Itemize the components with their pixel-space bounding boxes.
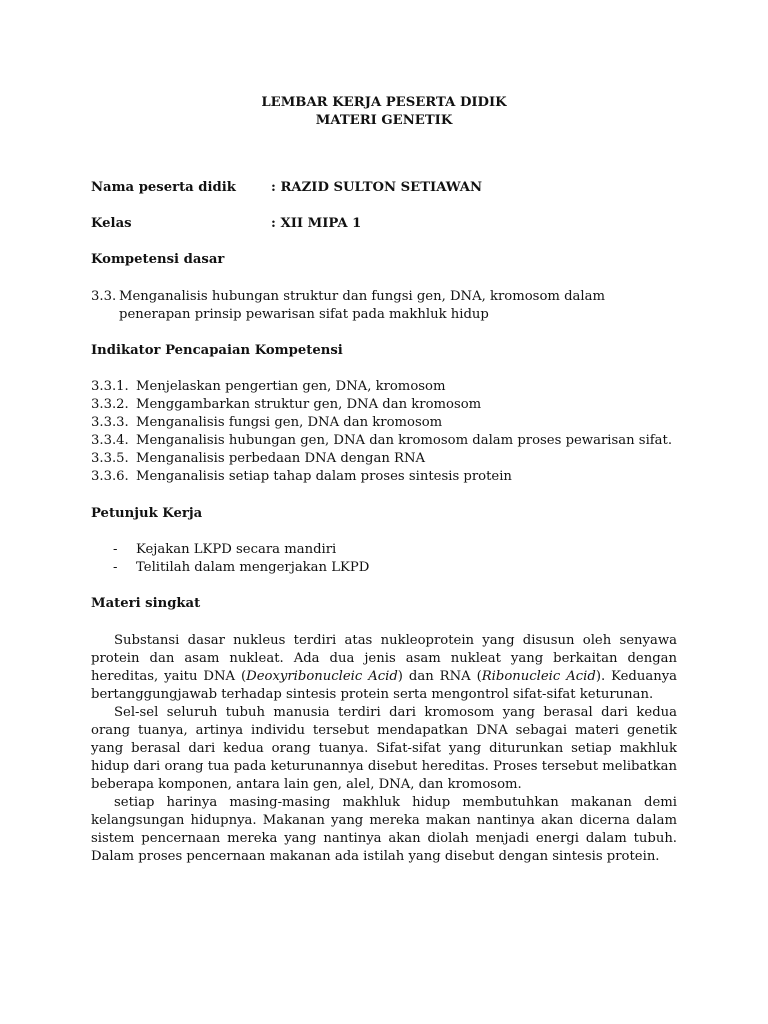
bullet-dash: - [113,560,118,575]
kompetensi-item-number: 3.3. [91,289,117,304]
kelas-value: : XII MIPA 1 [271,216,362,231]
indikator-item-number: 3.3.3. [91,415,129,430]
indikator-item-text: Menganalisis hubungan gen, DNA dan kromosom dalam proses pewarisan sifat. [136,433,673,448]
indikator-item-text: Menganalisis fungsi gen, DNA dan kromosom [136,415,443,430]
kelas-label: Kelas [91,216,132,231]
p1-text-b: ) dan RNA ( [397,669,482,684]
p1-text-c: ). Keduanya bertanggungjawab terhadap sintesis protein serta mengontrol sifat-sifat keturunan. [91,669,678,702]
title-line-1: LEMBAR KERJA PESERTA DIDIK [261,95,507,110]
indikator-item-text: Menganalisis setiap tahap dalam proses sintesis protein [136,469,512,484]
materi-paragraph-3: setiap harinya masing-masing makhluk hidup membutuhkan makanan demi kelangsungan hidupnya. Makanan yang mereka makan nantinya akan dicerna dalam sistem pencernaan mereka yang nantinya akan diolah menjadi energi dalam tubuh. Dalam proses pencernaan makanan ada istilah yang disebut dengan sintesis protein. [91,795,677,864]
indikator-item [91,432,677,450]
title-line-2: MATERI GENETIK [315,113,453,128]
kompetensi-heading: Kompetensi dasar [91,252,225,267]
petunjuk-heading: Petunjuk Kerja [91,506,203,521]
petunjuk-item-text: Telitilah dalam mengerjakan LKPD [136,560,370,575]
nama-label: Nama peserta didik [91,180,236,195]
bullet-dash: - [113,542,118,557]
indikator-item-number: 3.3.4. [91,433,129,448]
petunjuk-item [91,559,677,577]
materi-paragraph-2: Sel-sel seluruh tubuh manusia terdiri dari kromosom yang berasal dari kedua orang tuanya, artinya individu tersebut mendapatkan DNA sebagai materi genetik yang berasal dari kedua orang tuanya. Sifat-sifat yang diturunkan setiap makhluk hidup dari orang tua pada keturunannya disebut hereditas. Proses tersebut melibatkan beberapa komponen, antara lain gen, alel, DNA, dan kromosom. [91,705,677,792]
indikator-heading: Indikator Pencapaian Kompetensi [91,343,343,358]
indikator-item [91,414,677,432]
materi-paragraph-1 [91,632,677,704]
indikator-item-text: Menggambarkan struktur gen, DNA dan kromosom [136,397,482,412]
indikator-item [91,450,677,468]
indikator-item-text: Menganalisis perbedaan DNA dengan RNA [136,451,426,466]
materi-heading: Materi singkat [91,596,201,611]
indikator-item [91,468,677,486]
p1-italic-dna: Deoxyribonucleic Acid [246,669,398,684]
kompetensi-item [91,288,677,324]
indikator-item [91,396,677,414]
kelas-field [91,215,677,233]
nama-field [91,179,677,197]
petunjuk-item-text: Kejakan LKPD secara mandiri [136,542,337,557]
nama-value: : RAZID SULTON SETIAWAN [271,180,483,195]
worksheet-content [91,94,677,866]
indikator-item-number: 3.3.1. [91,379,129,394]
indikator-item-number: 3.3.2. [91,397,129,412]
kompetensi-item-text: Menganalisis hubungan struktur dan fungsi gen, DNA, kromosom dalam penerapan prinsip pewarisan sifat pada makhluk hidup [119,289,605,322]
indikator-item [91,378,677,396]
indikator-item-number: 3.3.6. [91,469,129,484]
p1-text-a: Substansi dasar nukleus terdiri atas nukleoprotein yang disusun oleh senyawa protein dan asam nukleat. Ada dua jenis asam nukleat yang berkaitan dengan hereditas, yaitu DNA ( [91,633,677,684]
p1-italic-rna: Ribonucleic Acid [481,669,596,684]
indikator-item-text: Menjelaskan pengertian gen, DNA, kromosom [136,379,446,394]
indikator-item-number: 3.3.5. [91,451,129,466]
petunjuk-item [91,541,677,559]
